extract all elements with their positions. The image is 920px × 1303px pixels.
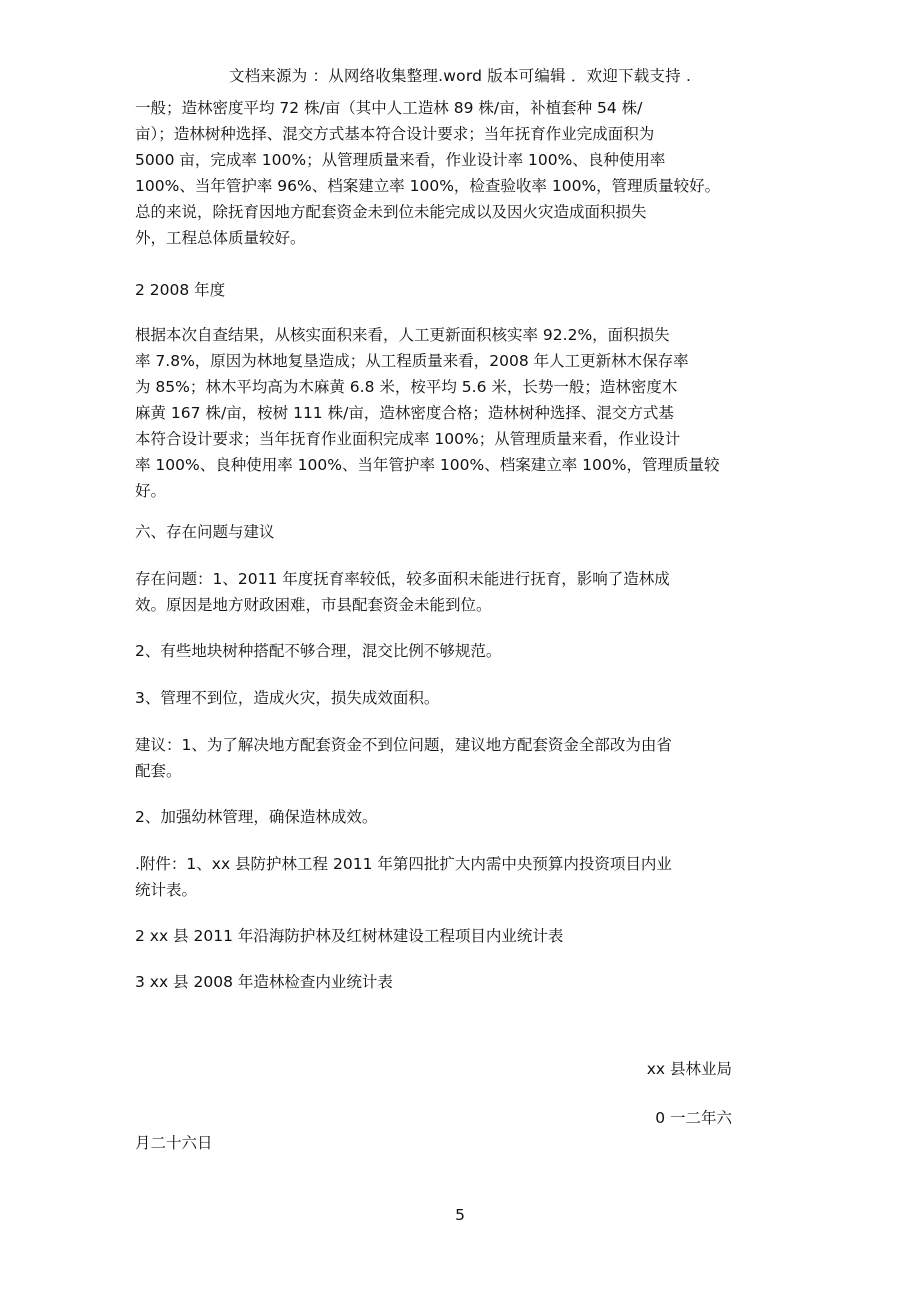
text-line: 为 85%；林木平均高为木麻黄 6.8 米，桉平均 5.6 米，长势一般；造林密度木	[135, 378, 678, 396]
suggestion-1	[135, 732, 785, 784]
document-source-header: 文档来源为 ：从网络收集整理.word 版本可编辑 ．欢迎下载支持 .	[228, 67, 692, 85]
heading-2008: 2 2008 年度	[135, 281, 226, 299]
suggestion-2: 2、加强幼林管理，确保造林成效。	[135, 808, 378, 826]
text-line: 率 7.8%，原因为林地复垦造成；从工程质量来看，2008 年人工更新林木保存率	[135, 352, 689, 370]
section-6-title: 六、存在问题与建议	[135, 523, 275, 541]
text-line: 建议：1、为了解决地方配套资金不到位问题，建议地方配套资金全部改为由省	[135, 736, 672, 754]
text-line: 一般；造林密度平均 72 株/亩（其中人工造林 89 株/亩，补植套种 54 株/	[135, 99, 643, 117]
signature-bureau: xx 县林业局	[646, 1060, 732, 1078]
text-line: 本符合设计要求；当年抚育作业面积完成率 100%；从管理质量来看，作业设计	[135, 430, 681, 448]
paragraph-2008-quality	[135, 322, 785, 504]
text-line: 亩）；造林树种选择、混交方式基本符合设计要求；当年抚育作业完成面积为	[135, 125, 655, 143]
text-line: 存在问题：1、2011 年度抚育率较低，较多面积未能进行抚育，影响了造林成	[135, 570, 670, 588]
text-line: 率 100%、良种使用率 100%、当年管护率 100%、档案建立率 100%，管理质量较	[135, 456, 720, 474]
text-line: .附件：1、xx 县防护林工程 2011 年第四批扩大内需中央预算内投资项目内业	[135, 855, 672, 873]
text-line: 外，工程总体质量较好。	[135, 229, 306, 247]
problem-3: 3、管理不到位，造成火灾，损失成效面积。	[135, 689, 440, 707]
date-line-1: 0 一二年六	[655, 1109, 732, 1127]
text-line: 麻黄 167 株/亩，桉树 111 株/亩，造林密度合格；造林树种选择、混交方式基	[135, 404, 674, 422]
attachment-1	[135, 851, 785, 903]
attachment-3: 3 xx 县 2008 年造林检查内业统计表	[135, 973, 393, 991]
text-line: 总的来说，除抚育因地方配套资金未到位未能完成以及因火灾造成面积损失	[135, 203, 647, 221]
attachment-2: 2 xx 县 2011 年沿海防护林及红树林建设工程项目内业统计表	[135, 927, 564, 945]
text-line: 效。原因是地方财政困难，市县配套资金未能到位。	[135, 596, 492, 614]
text-line: 根据本次自查结果，从核实面积来看，人工更新面积核实率 92.2%，面积损失	[135, 326, 670, 344]
text-line: 好。	[135, 482, 167, 500]
problem-1	[135, 566, 785, 618]
text-line: 5000 亩，完成率 100%；从管理质量来看，作业设计率 100%、良种使用率	[135, 151, 666, 169]
text-line: 100%、当年管护率 96%、档案建立率 100%，检查验收率 100%，管理质量较好。	[135, 177, 721, 195]
text-line: 统计表。	[135, 881, 198, 899]
text-line: 配套。	[135, 762, 182, 780]
date-line-2: 月二十六日	[135, 1134, 213, 1152]
problem-2: 2、有些地块树种搭配不够合理，混交比例不够规范。	[135, 642, 502, 660]
page-number: 5	[455, 1206, 465, 1224]
paragraph-2011-quality	[135, 95, 785, 251]
